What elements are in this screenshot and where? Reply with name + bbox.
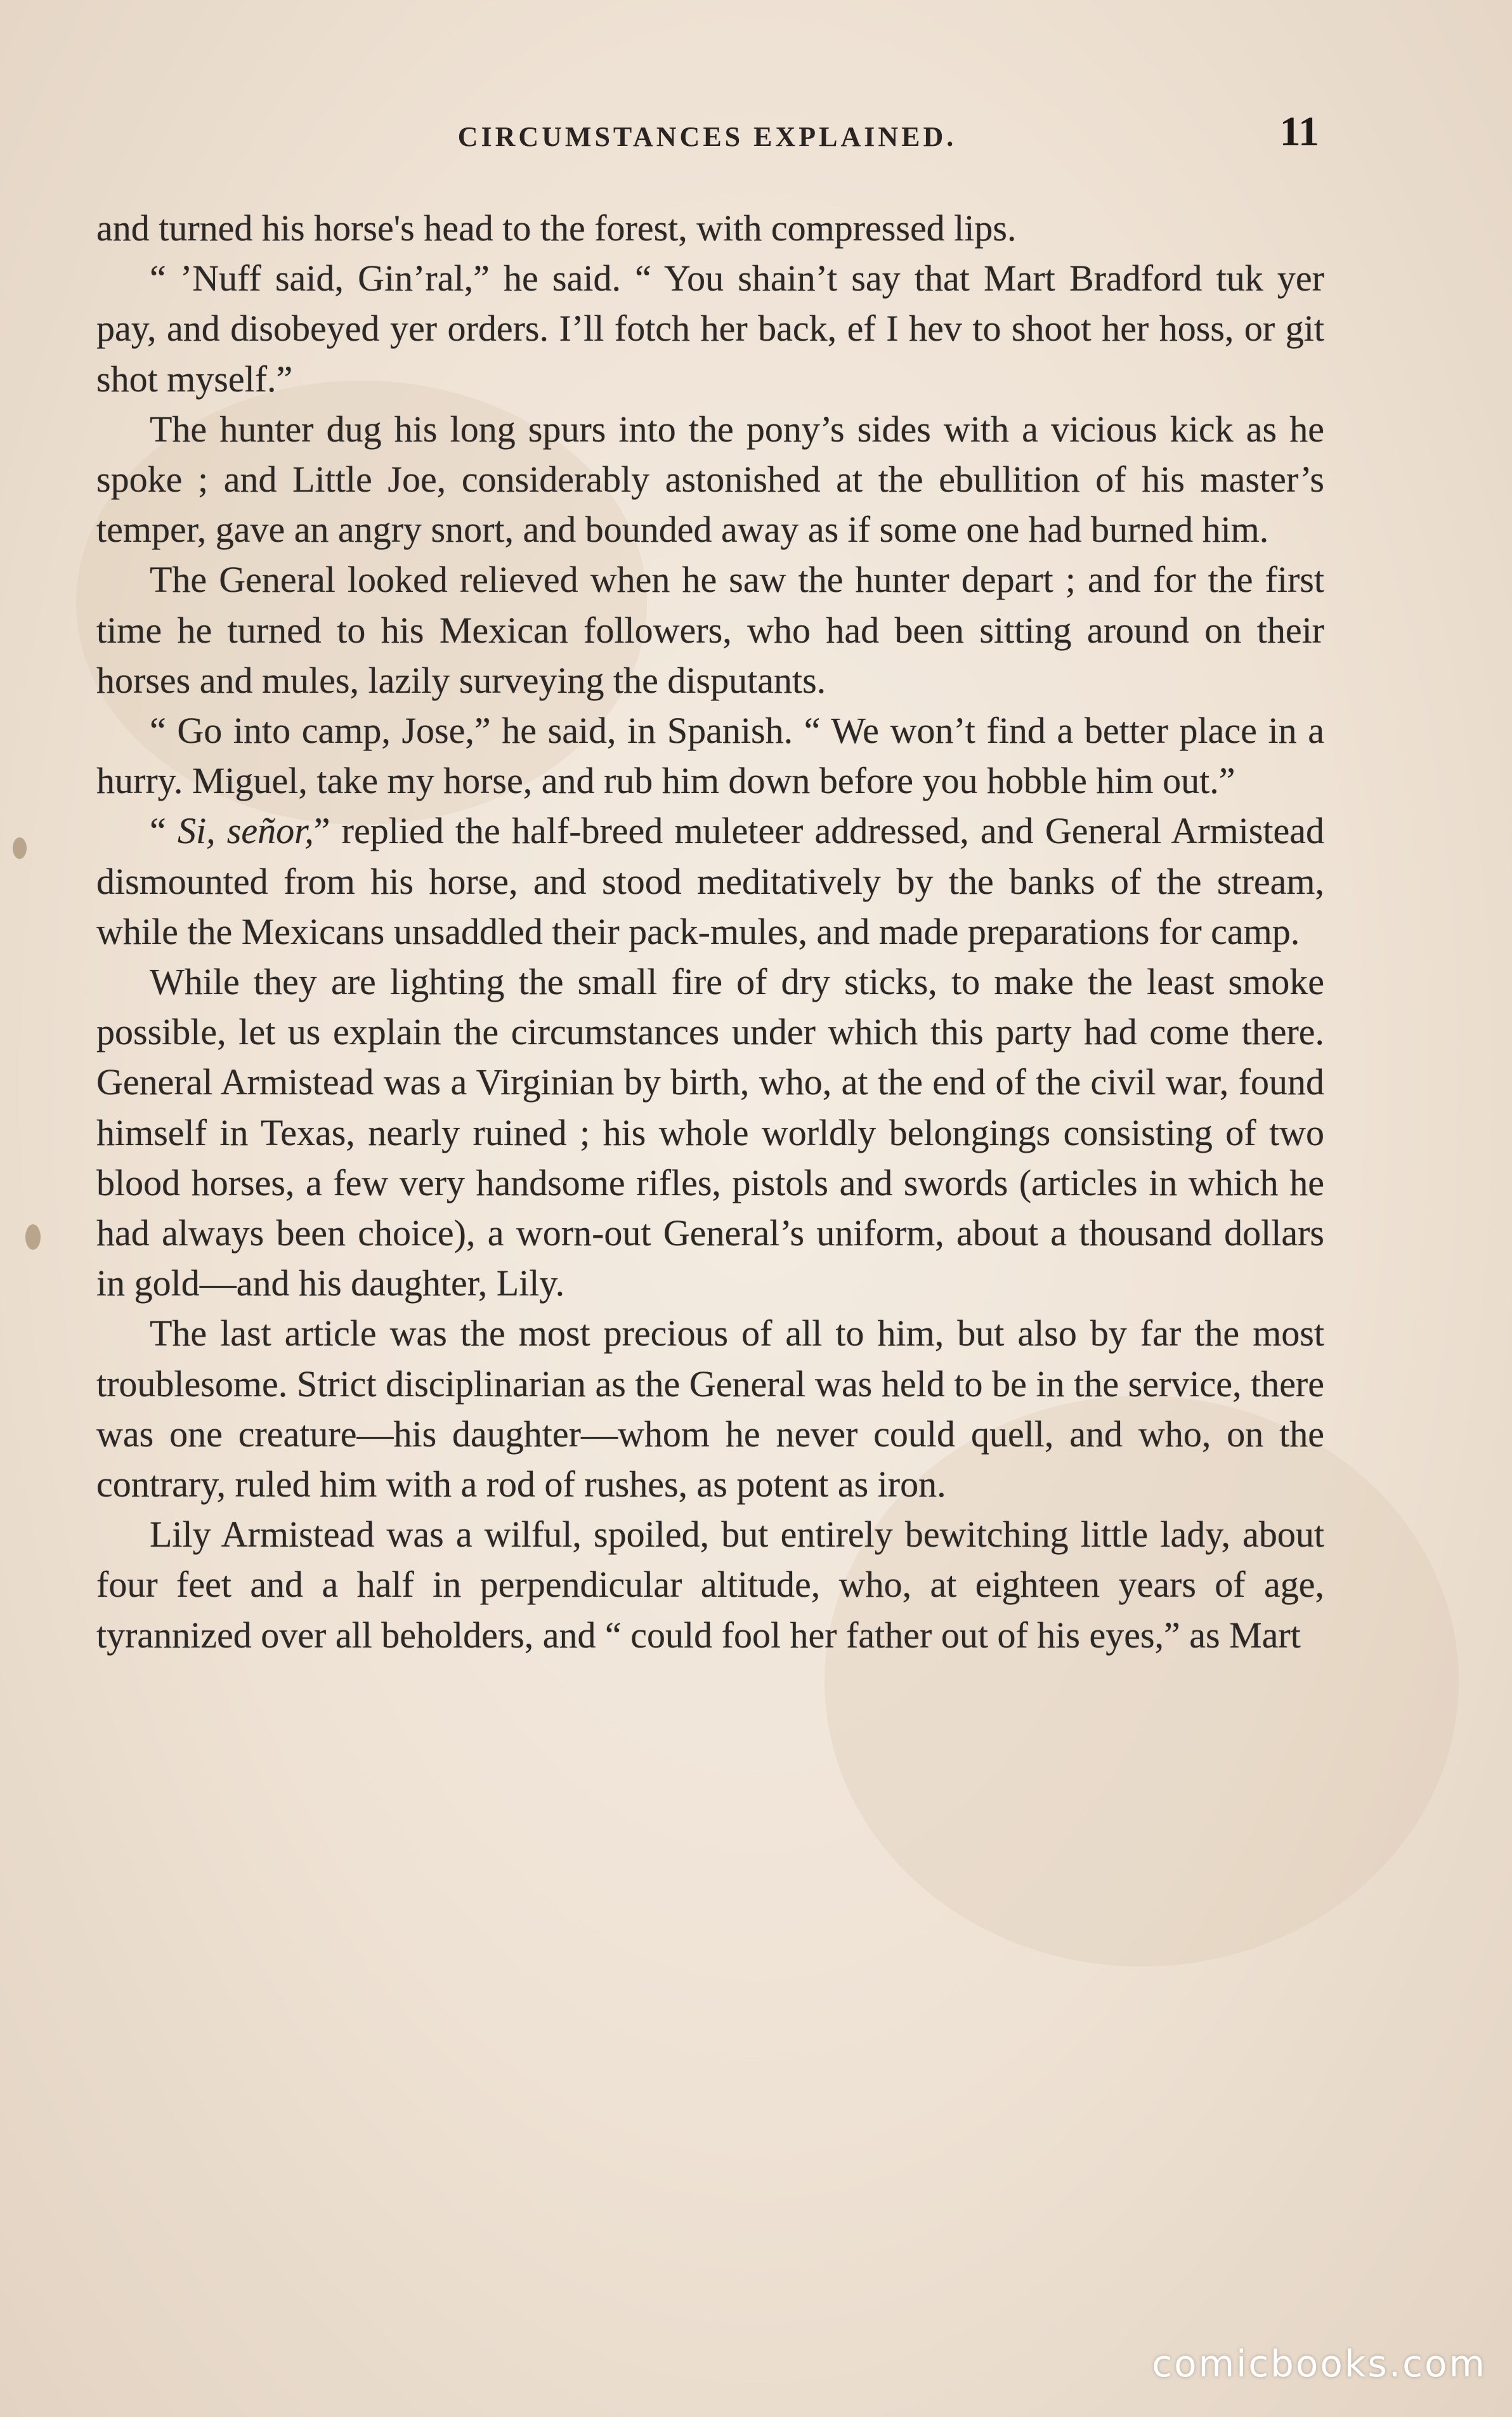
- paragraph: and turned his horse's head to the forest, with compressed lips.: [96, 207, 1017, 249]
- paragraph: The hunter dug his long spurs into the pony’s sides with a vicious kick as he spoke ; and Little Joe, considerably astonished at the ebullition of his master’s temper, gave an angry snort, and bounded away as if some one had burned him.: [96, 408, 1324, 551]
- paragraph: [96, 806, 1324, 957]
- binding-hole: [13, 837, 27, 859]
- running-head: CIRCUMSTANCES EXPLAINED.: [457, 121, 957, 152]
- page-header: [95, 108, 1319, 165]
- paragraph: “ ’Nuff said, Gin’ral,” he said. “ You shain’t say that Mart Bradford tuk yer pay, and disobeyed yer orders. I’ll fotch her back, ef I hev to shoot her hoss, or git shot myself.”: [96, 258, 1324, 400]
- watermark: comicbooks.com: [1152, 2342, 1487, 2385]
- body-text: [96, 203, 1324, 1660]
- page-number: 11: [1279, 108, 1319, 155]
- paragraph: While they are lighting the small fire of dry sticks, to make the least smoke possible, let us explain the circumstances under which this party had come there. General Armistead was a Virginian by birth, who, at the end of the civil war, found himself in Texas, nearly ruined ; his whole worldly belongings consisting of two blood horses, a few very handsome rifles, pistols and swords (articles in which he had always been choice), a worn-out General’s uniform, about a thousand dollars in gold—and his daughter, Lily.: [96, 961, 1324, 1304]
- paragraph: The General looked relieved when he saw the hunter depart ; and for the first time he turned to his Mexican followers, who had been sitting around on their horses and mules, lazily surveying the disputants.: [96, 559, 1324, 701]
- binding-hole: [25, 1224, 41, 1250]
- spanish-reply: Si, señor,: [177, 810, 314, 852]
- paragraph-rest: ” replied the half-breed muleteer addressed, and General Armistead dismounted from his horse, and stood meditatively by the banks of the stream, while the Mexicans unsaddled their pack-mules, and made preparations for camp.: [96, 810, 1324, 952]
- paragraph: “ Go into camp, Jose,” he said, in Spanish. “ We won’t find a better place in a hurry. Miguel, take my horse, and rub him down before you hobble him out.”: [96, 710, 1324, 802]
- quote-open: “: [150, 810, 178, 852]
- paragraph: The last article was the most precious of all to him, but also by far the most troublesome. Strict disciplinarian as the General was held to be in the service, there was one creature—his daughter—whom he never could quell, and who, on the contrary, ruled him with a rod of rushes, as potent as iron.: [96, 1313, 1324, 1505]
- paragraph: Lily Armistead was a wilful, spoiled, but entirely bewitching little lady, about four feet and a half in perpendicular altitude, who, at eighteen years of age, tyrannized over all beholders, and “ could fool her father out of his eyes,” as Mart: [96, 1514, 1324, 1656]
